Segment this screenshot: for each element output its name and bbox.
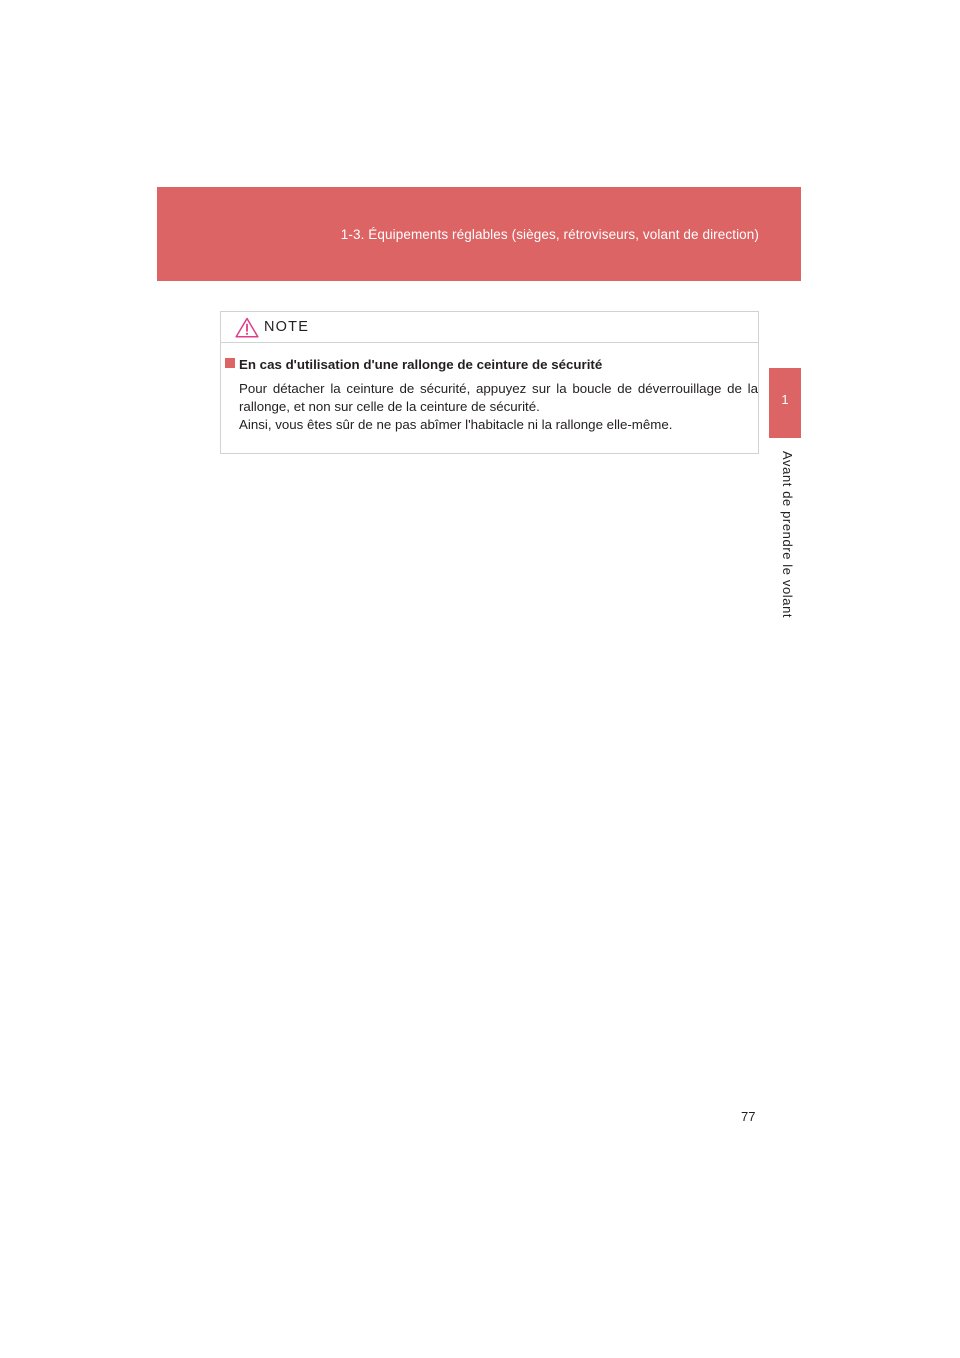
warning-triangle-icon	[235, 317, 259, 338]
note-paragraph: Pour détacher la ceinture de sécurité, appuyez sur la boucle de déverrouillage de la rallonge, et non sur celle de la ceinture de sécurité.	[239, 381, 758, 414]
page-number: 77	[741, 1109, 756, 1124]
bullet-square-icon	[225, 358, 235, 368]
chapter-tab	[769, 368, 801, 438]
section-header-band	[157, 187, 801, 281]
note-section-title: En cas d'utilisation d'une rallonge de ceinture de sécurité	[239, 357, 603, 372]
note-paragraph: Ainsi, vous êtes sûr de ne pas abîmer l'habitacle ni la rallonge elle-même.	[239, 417, 673, 432]
note-label: NOTE	[264, 319, 310, 335]
section-header-title: 1-3. Équipements réglables (sièges, rétroviseurs, volant de direction)	[340, 227, 759, 242]
chapter-label: Avant de prendre le volant	[780, 451, 795, 619]
note-body	[239, 380, 758, 434]
chapter-number: 1	[781, 392, 789, 407]
note-box	[220, 311, 759, 454]
note-section-heading	[225, 356, 602, 374]
note-header	[221, 312, 758, 343]
